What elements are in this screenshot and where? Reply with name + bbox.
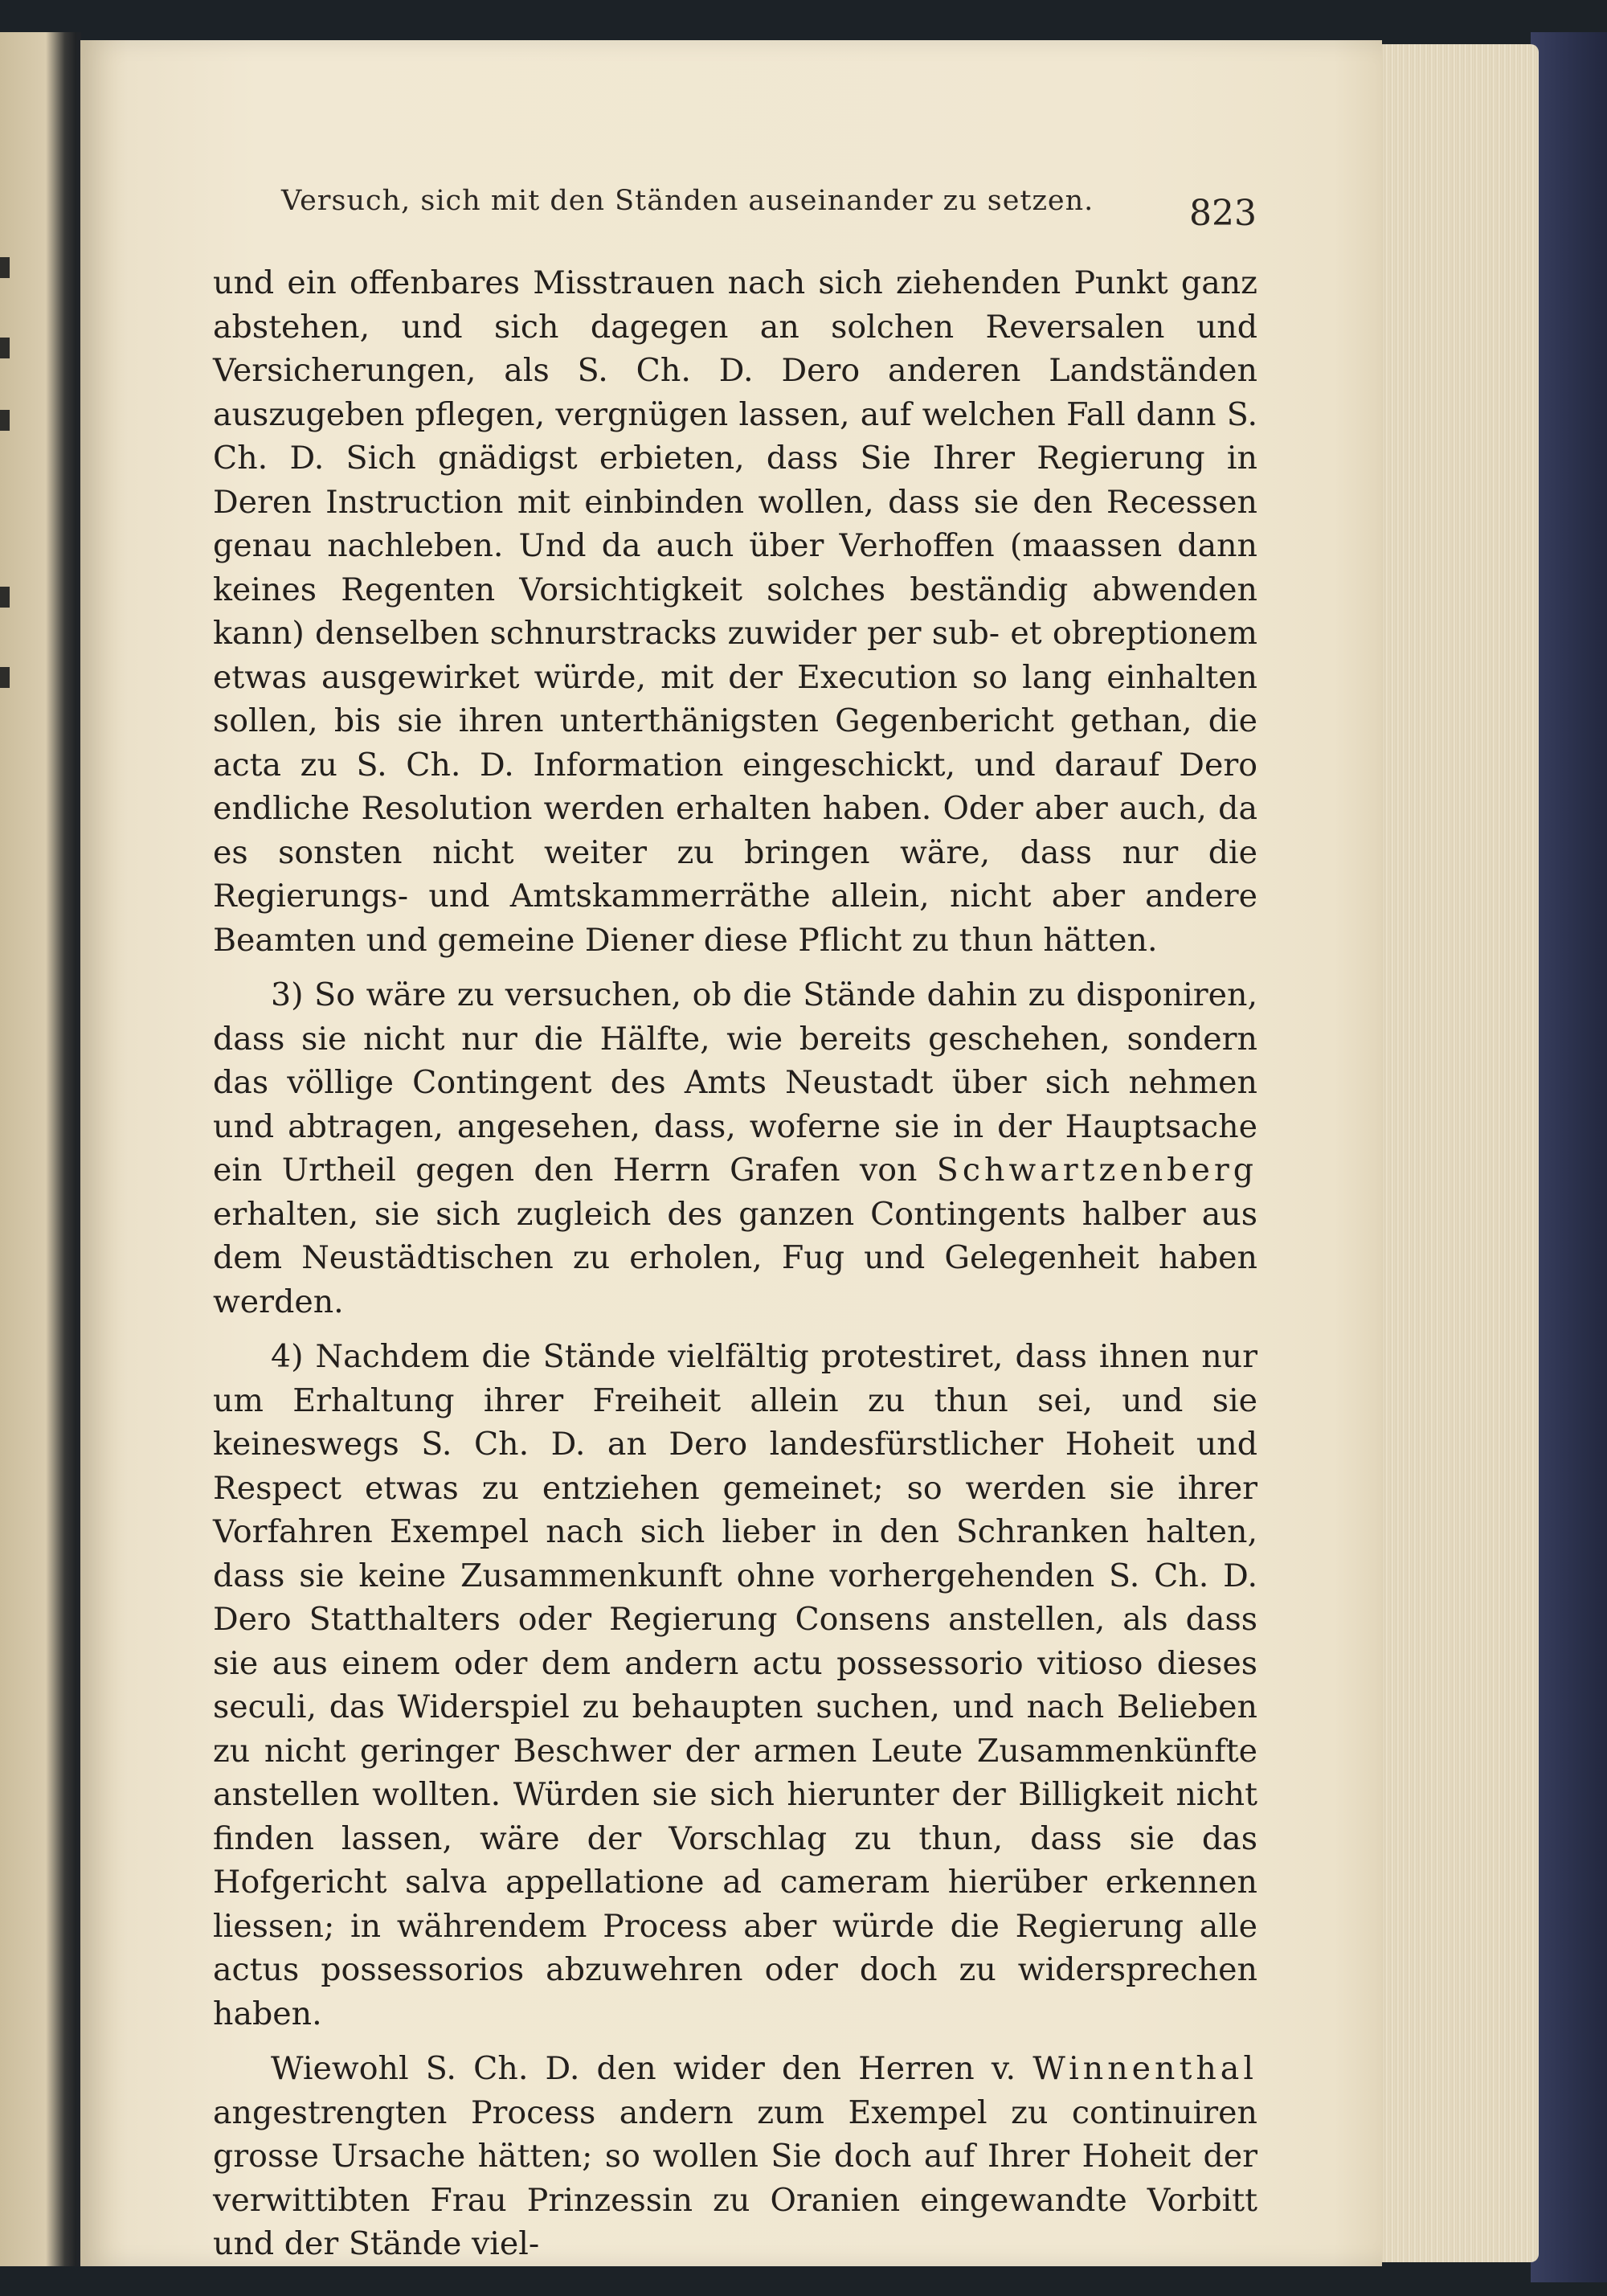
book-cover-edge xyxy=(1531,32,1607,2282)
left-page-edge xyxy=(0,32,81,2266)
left-page-mark xyxy=(0,667,10,688)
left-page-mark xyxy=(0,587,10,608)
paragraph-text: erhalten, sie sich zugleich des ganzen Contingents halber aus dem Neustädtischen zu erholen, Fug und Gelegenheit haben werden. xyxy=(213,1195,1257,1320)
paragraph-closing xyxy=(213,2047,1257,2266)
paragraph-continuation xyxy=(213,261,1257,962)
page-number: 823 xyxy=(1189,193,1257,234)
left-page-mark xyxy=(0,410,10,431)
left-page-mark xyxy=(0,338,10,358)
page-stack-edge xyxy=(1366,44,1539,2262)
paragraph-text: und ein offenbares Misstrauen nach sich ziehenden Punkt ganz abstehen, und sich dagegen an solchen Reversalen und Versicherungen, als S. Ch. D. Dero anderen Landständen auszugeben pflegen, vergnügen lassen, auf welchen Fall dann S. Ch. D. Sich gnädigst erbieten, dass Sie Ihrer Regierung in Deren Instruction mit einbinden wollen, dass sie den Recessen genau nachleben. Und da auch über Verhoffen (maassen dann keines Regenten Vorsichtigkeit solches beständig abwenden kann) denselben schnurstracks zuwider per sub- et obreptionem etwas ausgewirket würde, mit der Execution so lang einhalten sollen, bis sie ihren unterthänigsten Gegenbericht gethan, die acta zu S. Ch. D. Information eingeschickt, und darauf Dero endliche Resolution werden erhalten haben. Oder aber auch, da es sonsten nicht weiter zu bringen wäre, dass nur die Regierungs- und Amtskammerräthe allein, nicht aber andere Beamten und gemeine Diener diese Pflicht zu thun hätten. xyxy=(213,264,1257,959)
paragraph-point-3 xyxy=(213,973,1257,1324)
book-page xyxy=(80,40,1382,2266)
paragraph-text: 4) Nachdem die Stände vielfältig protestiret, dass ihnen nur um Erhaltung ihrer Freiheit allein zu thun sei, und sie keineswegs S. Ch. D. an Dero landesfürstlicher Hoheit und Respect etwas zu entziehen gemeinet; so werden sie ihrer Vorfahren Exempel nach sich lieber in den Schranken halten, dass sie keine Zusammenkunft ohne vorhergehenden S. Ch. D. Dero Statthalters oder Regierung Consens anstellen, als dass sie aus einem oder dem andern actu possessorio vitioso dieses seculi, das Widerspiel zu behaupten suchen, und nach Belieben zu nicht geringer Beschwer der armen Leute Zusammenkünfte anstellen wollten. Würden sie sich hierunter der Billigkeit nicht finden lassen, wäre der Vorschlag zu thun, dass sie das Hofgericht salva appellatione ad cameram hierüber erkennen liessen; in währendem Process aber würde die Regierung alle actus possessorios abzuwehren oder doch zu widersprechen haben. xyxy=(213,1338,1257,2032)
person-name-spaced: Schwartzenberg xyxy=(936,1152,1257,1189)
paragraph-point-4 xyxy=(213,1335,1257,2036)
body-text xyxy=(213,261,1257,2266)
paragraph-text: Wiewohl S. Ch. D. den wider den Herren v. xyxy=(271,2050,1033,2087)
running-head: Versuch, sich mit den Ständen auseinander zu setzen. xyxy=(281,185,1094,217)
person-name-spaced: Winnenthal xyxy=(1032,2050,1257,2087)
paragraph-text: 3) So wäre zu versuchen, ob die Stände dahin zu disponiren, dass sie nicht nur die Hälfte, wie bereits geschehen, sondern das völlige Contingent des Amts Neustadt über sich nehmen und abtragen, angesehen, dass, woferne sie in der Hauptsache ein Urtheil gegen den Herrn Grafen von xyxy=(213,976,1257,1189)
paragraph-text: angestrengten Process andern zum Exempel zu continuiren grosse Ursache hätten; so wollen Sie doch auf Ihrer Hoheit der verwittibten Frau Prinzessin zu Oranien eingewandte Vorbitt und der Stände viel- xyxy=(213,2093,1257,2262)
left-page-mark xyxy=(0,257,10,278)
